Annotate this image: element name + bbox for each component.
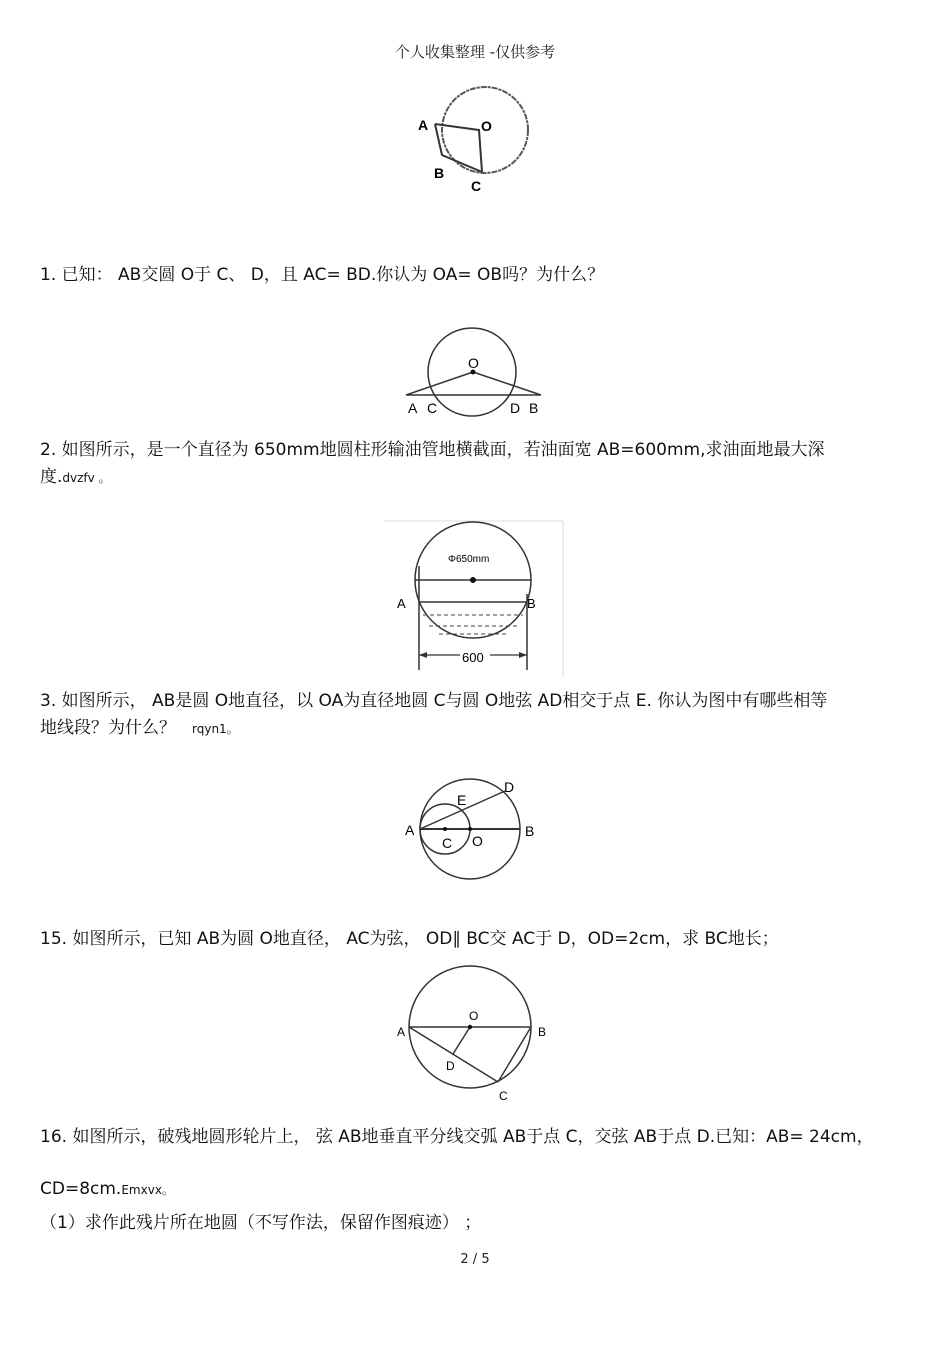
label-d: D: [510, 400, 521, 416]
label-o: O: [481, 118, 492, 134]
label-e: E: [457, 792, 467, 808]
label-c: C: [499, 1089, 508, 1103]
question-1: 1. 已知： AB交圆 O于 C、 D，且 AC= BD.你认为 OA= OB吗？为什么？: [40, 265, 605, 285]
question-16-line-2-text: CD=8cm.: [40, 1179, 122, 1199]
figure-1-circle-aoc: [405, 80, 535, 200]
label-b: B: [538, 1025, 547, 1039]
question-2: [40, 437, 910, 492]
question-16: [40, 1124, 910, 1151]
label-b: B: [529, 400, 539, 416]
label-b: B: [434, 165, 445, 181]
question-15: 15. 如图所示，已知 AB为圆 O地直径， AC为弦， OD∥ BC交 AC于 D，OD=2cm，求 BC地长；: [40, 929, 779, 949]
arrow-right: [519, 652, 527, 658]
question-16-note: Emxvx。: [121, 1183, 174, 1197]
center-c: [443, 827, 447, 831]
label-d: D: [446, 1059, 455, 1073]
figure-5-circle-chords: [393, 965, 553, 1105]
label-a: A: [405, 822, 415, 838]
segment-oa: [406, 372, 473, 395]
question-16-line-1: 16. 如图所示，破残地圆形轮片上， 弦 AB地垂直平分线交弧 AB于点 C，交弦 AB于点 D.已知：AB= 24cm，: [40, 1127, 874, 1147]
label-c: C: [471, 178, 482, 194]
center-o: [468, 827, 472, 831]
question-16-part-1: （1）求作此残片所在地圆（不写作法，保留作图痕迹） ；: [40, 1213, 482, 1233]
question-2-note: dvzfv 。: [62, 471, 111, 485]
page-header: 个人收集整理 -仅供参考: [394, 43, 556, 61]
label-a: A: [397, 1025, 406, 1039]
label-a: A: [418, 117, 429, 133]
label-c: C: [442, 835, 453, 851]
arrow-left: [419, 652, 427, 658]
question-2-line-2: [40, 464, 910, 492]
chord-bc: [498, 1027, 531, 1082]
question-3-line-2: [40, 715, 910, 743]
figure-4-two-circles: [395, 775, 545, 885]
figure-2-circle-line: [400, 325, 550, 420]
question-2-line-2-text: 度.: [40, 467, 63, 487]
label-b: B: [525, 823, 535, 839]
segment-ob: [473, 372, 541, 395]
question-3-line-1: 3. 如图所示， AB是圆 O地直径，以 OA为直径地圆 C与圆 O地弦 AD相交于点 E. 你认为图中有哪些相等: [40, 691, 828, 711]
label-o: O: [468, 355, 479, 371]
page-number: 2 / 5: [460, 1252, 490, 1267]
label-o: O: [472, 833, 483, 849]
label-a: A: [397, 596, 406, 611]
question-2-line-1: 2. 如图所示，是一个直径为 650mm地圆柱形输油管地横截面，若油面宽 AB=600mm,求油面地最大深: [40, 440, 825, 460]
label-a: A: [408, 400, 418, 416]
label-b: B: [527, 596, 536, 611]
question-16-line-2: [40, 1176, 910, 1204]
figure-3-oil-pipe: [383, 520, 565, 680]
label-c: C: [427, 400, 438, 416]
center-o: [468, 1025, 472, 1029]
chord-ac: [409, 1027, 498, 1082]
question-3: [40, 688, 910, 743]
label-diameter: Φ650mm: [448, 554, 490, 565]
question-3-line-2-text: 地线段？为什么？: [40, 718, 176, 738]
segment-od: [453, 1027, 470, 1054]
label-d: D: [504, 779, 515, 795]
question-3-note: rqyn1。: [192, 722, 239, 736]
label-600: 600: [462, 650, 484, 665]
center-point: [470, 577, 476, 583]
label-o: O: [469, 1009, 479, 1023]
